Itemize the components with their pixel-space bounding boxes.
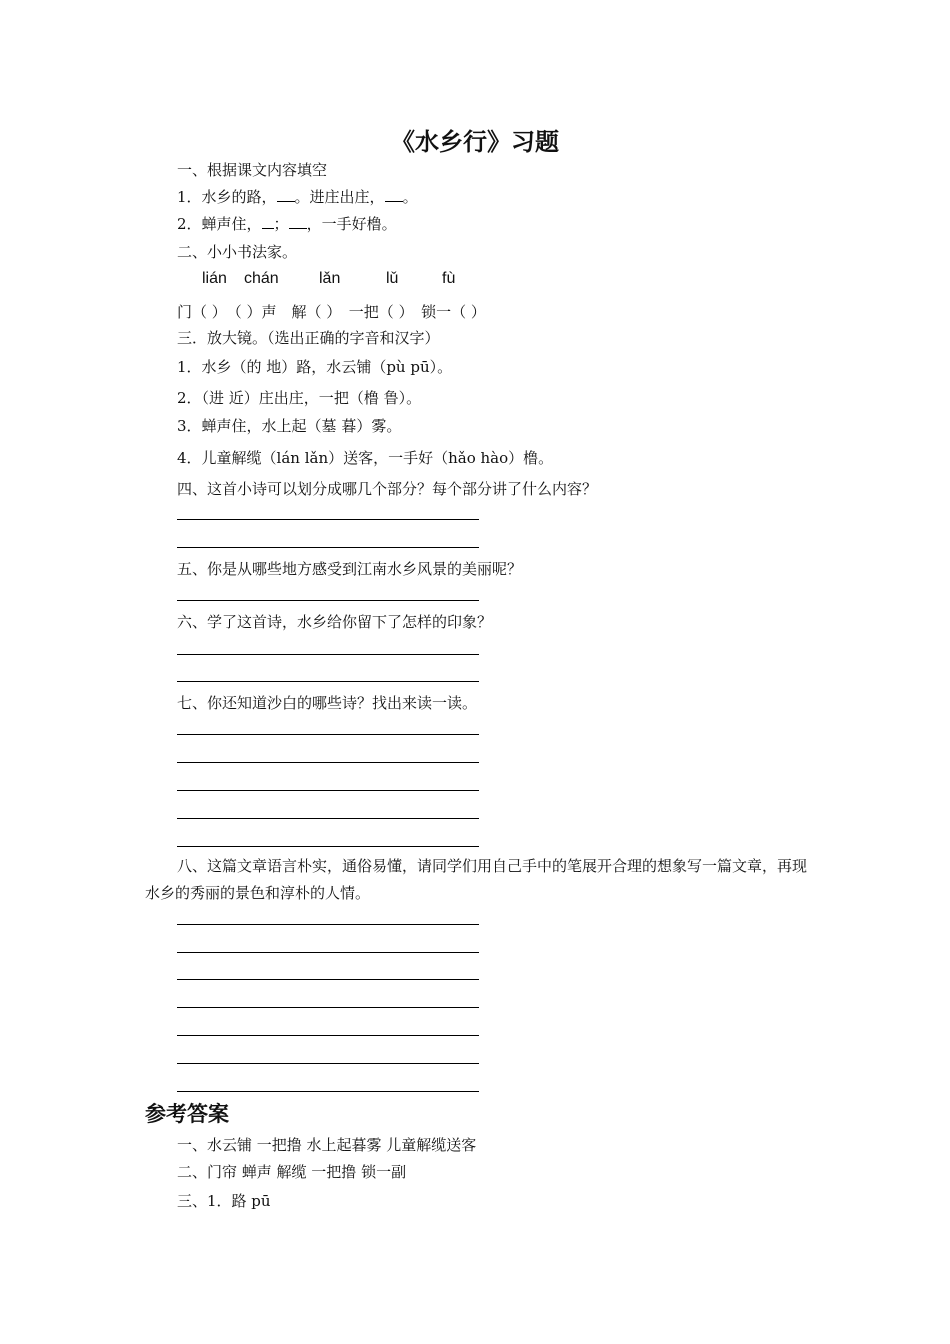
answer-line[interactable]	[177, 681, 479, 682]
answer-line[interactable]	[177, 547, 479, 548]
answer-line[interactable]	[177, 762, 479, 763]
answers-heading: 参考答案	[145, 1102, 229, 1126]
answer-line[interactable]	[177, 519, 479, 520]
fill-blank[interactable]	[262, 214, 274, 229]
answer-line[interactable]	[177, 1091, 479, 1092]
q3-item: 4．儿童解缆（lán lǎn）送客，一手好（hǎo hào）橹。	[177, 449, 554, 467]
answer-line[interactable]	[177, 734, 479, 735]
q1-heading: 一、根据课文内容填空	[177, 161, 328, 179]
pinyin-label: lián	[202, 270, 227, 287]
pinyin-label: lǎn	[319, 270, 341, 287]
answer-line[interactable]	[177, 818, 479, 819]
answer-item: 三、1．路 pū	[177, 1192, 271, 1210]
q5-text: 五、你是从哪些地方感受到江南水乡风景的美丽呢？	[177, 560, 523, 578]
answer-line[interactable]	[177, 1063, 479, 1064]
answer-item: 二、门帘 蝉声 解缆 一把撸 锁一副	[177, 1163, 407, 1181]
answer-line[interactable]	[177, 1007, 479, 1008]
fill-blank[interactable]	[385, 187, 403, 202]
fill-blank[interactable]	[289, 214, 307, 229]
answer-line[interactable]	[177, 979, 479, 980]
pinyin-label: chán	[244, 270, 279, 287]
pinyin-label: lǔ	[386, 270, 399, 287]
answer-line[interactable]	[177, 600, 479, 601]
q1-item-1: 1．水乡的路， 。进庄出庄， 。	[177, 188, 418, 206]
q2-heading: 二、小小书法家。	[177, 243, 298, 261]
fill-blank[interactable]	[277, 187, 295, 202]
q3-item: 3．蝉声住，水上起（墓 暮）雾。	[177, 417, 402, 435]
page-title: 《水乡行》习题	[391, 128, 559, 156]
answer-line[interactable]	[177, 952, 479, 953]
q6-text: 六、学了这首诗，水乡给你留下了怎样的印象？	[177, 613, 493, 631]
q7-text: 七、你还知道沙白的哪些诗？找出来读一读。	[177, 694, 478, 712]
answer-line[interactable]	[177, 924, 479, 925]
answer-line[interactable]	[177, 846, 479, 847]
answer-line[interactable]	[177, 654, 479, 655]
pinyin-label: fù	[442, 270, 456, 287]
q2-words: 门（ ） （ ）声 解（ ） 一把（ ） 锁一（ ）	[177, 303, 486, 321]
answer-line[interactable]	[177, 1035, 479, 1036]
answer-line[interactable]	[177, 790, 479, 791]
q3-heading: 三．放大镜。（选出正确的字音和汉字）	[177, 329, 440, 347]
q3-item: 2．（进 近）庄出庄，一把（橹 鲁）。	[177, 389, 422, 407]
q8-text: 八、这篇文章语言朴实，通俗易懂，请同学们用自己手中的笔展开合理的想象写一篇文章，再现水乡的秀丽的景色和淳朴的人情。	[145, 857, 808, 902]
q3-item: 1．水乡（的 地）路，水云铺（pù pū）。	[177, 358, 453, 376]
q1-item-2: 2．蝉声住， ； ，一手好橹。	[177, 215, 397, 233]
q4-text: 四、这首小诗可以划分成哪几个部分？每个部分讲了什么内容？	[177, 480, 598, 498]
answer-item: 一、水云铺 一把撸 水上起暮雾 儿童解缆送客	[177, 1136, 477, 1154]
